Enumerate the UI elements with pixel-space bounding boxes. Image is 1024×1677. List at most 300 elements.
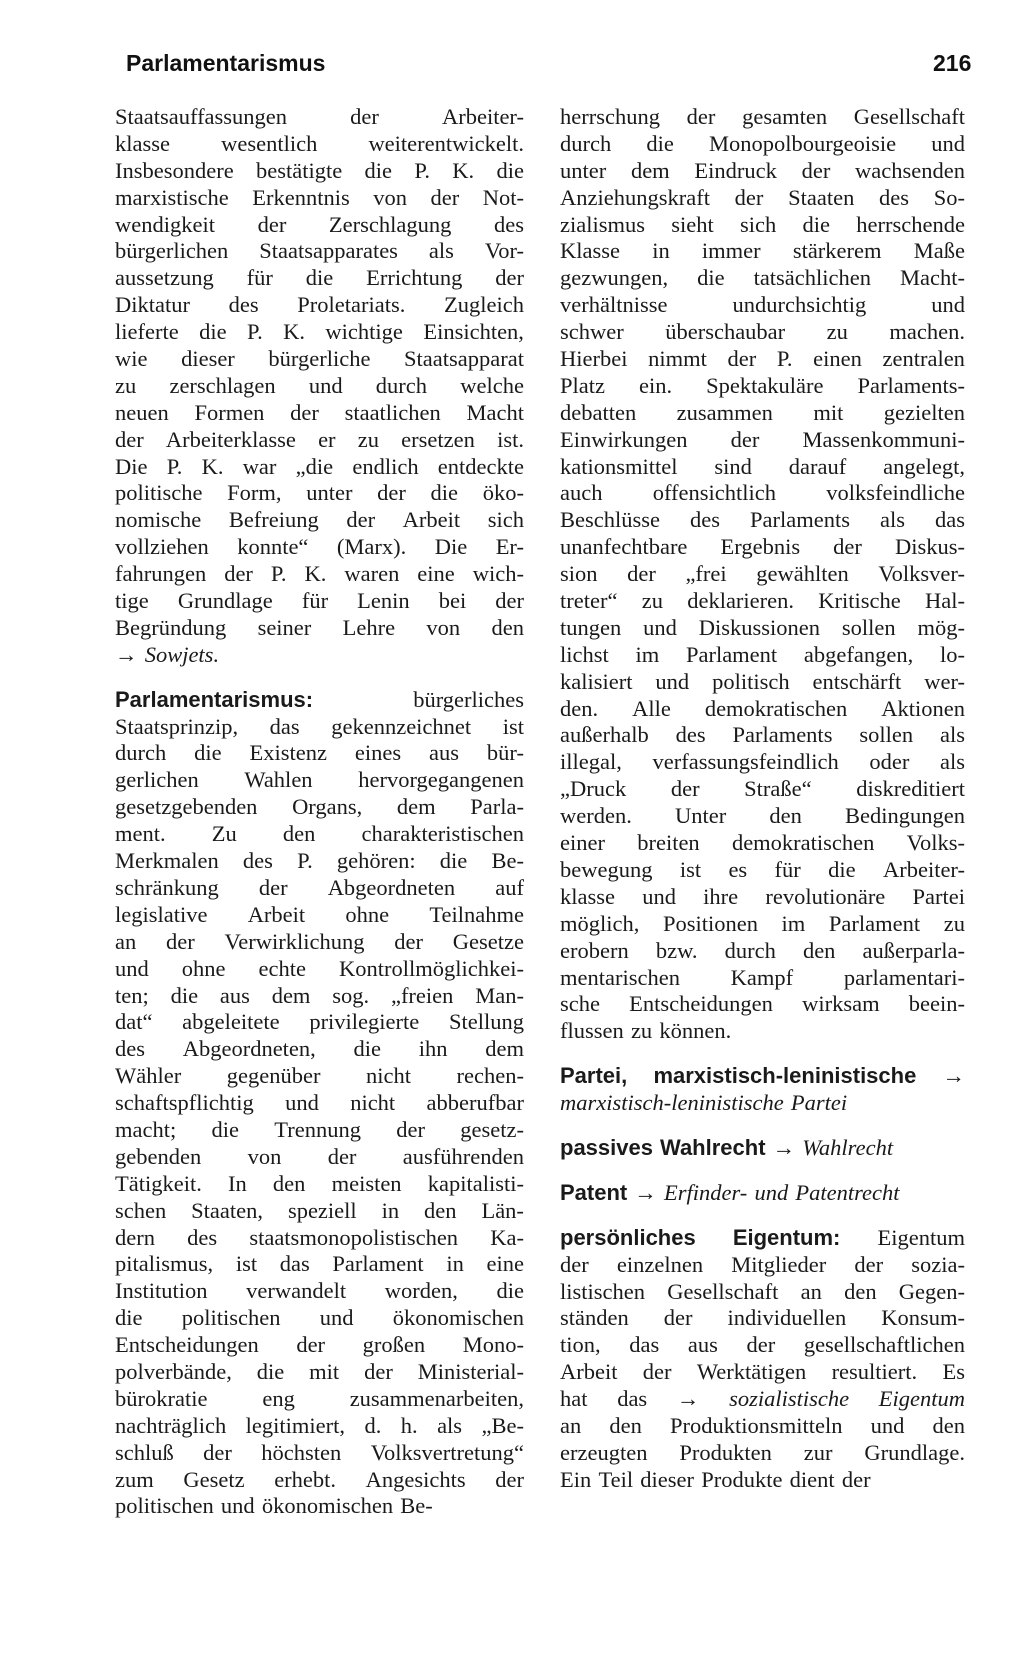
- entry-gap: [560, 1117, 965, 1135]
- word: tige: [115, 588, 149, 614]
- word: bewegung: [560, 856, 653, 882]
- word: So-: [933, 184, 965, 210]
- word: Ein: [560, 1466, 592, 1492]
- word: die: [353, 1036, 382, 1062]
- word: aus: [219, 982, 250, 1008]
- word: tatsächlichen: [753, 265, 872, 291]
- word: das: [617, 1386, 648, 1412]
- dictionary-entry: [115, 687, 524, 1521]
- word: nicht: [365, 1063, 411, 1089]
- word: bzw.: [655, 937, 698, 963]
- word: der: [430, 184, 460, 210]
- word: Be-: [400, 1493, 433, 1519]
- word: die: [115, 1305, 143, 1331]
- text-line: [115, 158, 524, 185]
- word: gesetz-: [460, 1116, 524, 1142]
- word: in: [446, 1251, 464, 1277]
- word: fahrungen: [115, 561, 207, 587]
- word: gebenden: [115, 1143, 202, 1169]
- word: Erkenntnis: [252, 184, 350, 210]
- word: verwandelt: [246, 1278, 347, 1304]
- text-line: [560, 373, 965, 400]
- word: Parlaments-: [857, 372, 965, 398]
- text-line: [115, 740, 524, 767]
- text-line: [560, 534, 965, 561]
- word: marxistische: [115, 184, 229, 210]
- word: eng: [262, 1385, 295, 1411]
- word: Volks-: [906, 830, 965, 856]
- word: und: [220, 1493, 255, 1519]
- word: ökonomischen: [261, 1493, 394, 1519]
- word: des: [675, 722, 706, 748]
- word: flussen: [560, 1018, 624, 1044]
- word: schluß: [115, 1439, 174, 1465]
- word: aus: [429, 740, 460, 766]
- word: Existenz: [249, 740, 327, 766]
- text-line: [115, 1413, 524, 1440]
- word: aus: [687, 1332, 718, 1358]
- word: der: [296, 1332, 326, 1358]
- word: Tätigkeit.: [115, 1170, 202, 1196]
- word: Er-: [495, 534, 524, 560]
- text-line: [560, 185, 965, 212]
- word: Macht: [466, 399, 524, 425]
- word: ohne: [345, 901, 390, 927]
- word: bürgerliche: [268, 346, 371, 372]
- arrow-icon: →: [634, 1179, 657, 1205]
- word: demokratischen: [731, 830, 875, 856]
- word: „die: [295, 453, 334, 479]
- word: Parlaments: [750, 507, 850, 533]
- word: Parlament: [685, 641, 778, 667]
- text-line: [115, 767, 524, 794]
- text-line: [115, 983, 524, 1010]
- word: die: [170, 982, 199, 1008]
- word: politische: [115, 480, 203, 506]
- word: dient: [789, 1466, 835, 1492]
- left-column: [115, 104, 524, 1520]
- word: abgeleitete: [182, 1009, 280, 1035]
- word: Die: [115, 453, 148, 479]
- word: Proletariats.: [297, 292, 406, 318]
- word: lichst: [560, 641, 609, 667]
- word: P.: [166, 453, 183, 479]
- word: der: [854, 1251, 884, 1277]
- word: im: [635, 641, 660, 667]
- entry-gap: [115, 669, 524, 687]
- word: dat“: [115, 1009, 153, 1035]
- word: Institution: [115, 1278, 208, 1304]
- word: ist: [679, 856, 702, 882]
- word: Arbeit: [560, 1359, 618, 1385]
- word: Parlament: [332, 1251, 424, 1277]
- text-line: [560, 938, 965, 965]
- word: Monopolbourgeoisie: [709, 130, 897, 156]
- word: herrschende: [856, 211, 965, 237]
- word: K.: [452, 157, 475, 183]
- word: Organs,: [292, 794, 363, 820]
- text-line: [560, 1305, 965, 1332]
- word: die: [802, 211, 830, 237]
- word: ihre: [703, 883, 739, 909]
- word: debatten: [560, 399, 637, 425]
- word: des: [879, 184, 910, 210]
- word: der: [670, 776, 700, 802]
- word: speziell: [287, 1197, 357, 1223]
- cross-reference[interactable]: Erfinder-: [663, 1179, 748, 1205]
- text-line: [115, 1225, 524, 1252]
- word: polverbände,: [115, 1358, 232, 1384]
- text-line: [115, 346, 524, 373]
- word: sollen: [859, 722, 914, 748]
- word: Zu: [211, 821, 237, 847]
- word: Platz: [560, 372, 605, 398]
- text-line: [560, 722, 965, 749]
- word: die: [199, 319, 227, 345]
- word: können.: [659, 1018, 732, 1044]
- word: Vor-: [484, 238, 524, 264]
- word: deklarieren.: [687, 588, 795, 614]
- word: eine: [417, 561, 455, 587]
- text-line: [115, 875, 524, 902]
- word: Formen: [194, 399, 265, 425]
- word: ment.: [115, 821, 166, 847]
- word: den: [769, 803, 802, 829]
- word: parlamentari-: [843, 964, 965, 990]
- text-line: [115, 1251, 524, 1278]
- headword: Partei,: [560, 1063, 628, 1089]
- word: Diskussionen: [698, 614, 820, 640]
- word: den: [932, 1412, 965, 1438]
- word: und: [285, 1090, 319, 1116]
- word: Arbeit: [247, 901, 306, 927]
- word: Massenkommuni-: [802, 426, 965, 452]
- word: bürgerliches: [413, 686, 524, 712]
- text-line: [115, 1117, 524, 1144]
- word: Parla-: [470, 794, 524, 820]
- text-line: [560, 803, 965, 830]
- word: gekennzeichnet: [331, 713, 472, 739]
- word: Staatsprinzip,: [115, 713, 239, 739]
- word: wer-: [924, 668, 965, 694]
- text-line: [560, 830, 965, 857]
- word: zerschlagen: [169, 372, 276, 398]
- word: einer: [560, 830, 605, 856]
- word: ständen: [560, 1305, 629, 1331]
- word: listischen: [560, 1278, 645, 1304]
- text-line: [115, 642, 524, 669]
- text-line: [560, 158, 965, 185]
- word: ersetzen: [401, 426, 475, 452]
- cross-reference[interactable]: und: [754, 1179, 789, 1205]
- word: „Be-: [481, 1412, 524, 1438]
- word: die: [211, 1116, 240, 1142]
- word: P.: [297, 848, 313, 874]
- word: schaftspflichtig: [115, 1090, 254, 1116]
- word: unanfechtbare: [560, 534, 688, 560]
- word: Hal-: [925, 588, 965, 614]
- word: darauf: [788, 453, 847, 479]
- word: sche: [560, 991, 600, 1017]
- word: höchsten: [261, 1439, 342, 1465]
- word: dem: [485, 1036, 524, 1062]
- word: Unter: [674, 803, 727, 829]
- word: sollen: [841, 614, 896, 640]
- cross-reference[interactable]: Partei: [790, 1090, 848, 1116]
- word: Eigentum: [877, 1224, 965, 1250]
- word: der: [377, 480, 406, 506]
- headword: persönliches: [560, 1224, 696, 1250]
- word: und: [115, 955, 149, 981]
- word: kalisiert: [560, 668, 633, 694]
- word: Befreiung: [228, 507, 319, 533]
- text-line: [560, 965, 965, 992]
- word: klasse: [560, 883, 615, 909]
- word: der: [394, 928, 423, 954]
- word: Insbesondere: [115, 157, 234, 183]
- text-line: [115, 1467, 524, 1494]
- word: Staaten,: [191, 1197, 264, 1223]
- word: hat: [560, 1386, 588, 1412]
- word: der: [115, 426, 144, 452]
- text-line: [560, 212, 965, 239]
- word: als: [879, 507, 905, 533]
- word: worden,: [384, 1278, 458, 1304]
- word: sog.: [332, 982, 370, 1008]
- word: endlich: [352, 453, 419, 479]
- text-line: [560, 1467, 965, 1494]
- word: Abgeordneten: [327, 874, 456, 900]
- text-line: [115, 821, 524, 848]
- word: Begründung: [115, 614, 227, 640]
- word: diskreditiert: [856, 776, 965, 802]
- word: und: [931, 130, 965, 156]
- word: breiten: [637, 830, 700, 856]
- word: politisch: [712, 668, 790, 694]
- entry-gap: [560, 1162, 965, 1180]
- word: „freien: [390, 982, 454, 1008]
- word: Ministerial-: [417, 1358, 524, 1384]
- word: zu: [826, 319, 848, 345]
- text-line: [115, 714, 524, 741]
- word: den: [609, 1412, 642, 1438]
- word: d.: [364, 1412, 382, 1438]
- dictionary-entry: [560, 1063, 965, 1117]
- cross-reference[interactable]: Sowjets.: [144, 641, 220, 667]
- word: überschaubar: [665, 319, 786, 345]
- word: Errichtung: [366, 265, 463, 291]
- word: Macht-: [900, 265, 965, 291]
- word: P.: [270, 561, 287, 587]
- text-line: [115, 956, 524, 983]
- word: ohne: [181, 955, 226, 981]
- word: tion,: [560, 1332, 601, 1358]
- word: Arbeiter-: [441, 104, 524, 129]
- cross-reference[interactable]: Patentrecht: [795, 1179, 900, 1205]
- word: durch: [375, 372, 428, 398]
- word: Parlament: [828, 910, 921, 936]
- word: die: [194, 740, 222, 766]
- entry-gap: [560, 1207, 965, 1225]
- cross-reference[interactable]: Eigentum: [878, 1386, 965, 1412]
- word: das: [279, 1251, 310, 1277]
- word: des: [228, 292, 259, 318]
- word: Beschlüsse: [560, 507, 660, 533]
- text-line: [115, 1009, 524, 1036]
- word: die: [828, 856, 856, 882]
- word: bürgerlichen: [115, 238, 229, 264]
- word: Einwirkungen: [560, 426, 688, 452]
- word: in: [381, 1197, 400, 1223]
- word: an: [560, 1412, 582, 1438]
- word: durch: [560, 130, 612, 156]
- word: Lenin: [357, 588, 410, 614]
- word: ein.: [638, 372, 673, 398]
- word: Ka-: [490, 1224, 524, 1250]
- word: die: [697, 265, 725, 291]
- word: neuen: [115, 399, 169, 425]
- word: erzeugten: [560, 1439, 648, 1465]
- word: Wahlen: [244, 767, 313, 793]
- word: der: [734, 184, 764, 210]
- text-line: [115, 400, 524, 427]
- cross-reference[interactable]: sozialistische: [729, 1386, 850, 1412]
- text-line: [560, 238, 965, 265]
- word: h.: [400, 1412, 418, 1438]
- word: von: [426, 614, 461, 640]
- word: Volksver-: [878, 561, 965, 587]
- word: schen: [115, 1197, 167, 1223]
- word: eine: [486, 1251, 524, 1277]
- word: sich: [487, 507, 524, 533]
- word: treter“: [560, 588, 618, 614]
- word: (Marx).: [336, 534, 407, 560]
- word: legislative: [115, 901, 208, 927]
- word: Spektakuläre: [706, 372, 824, 398]
- word: ausführenden: [402, 1143, 524, 1169]
- word: dieser: [181, 346, 235, 372]
- word: des: [187, 1224, 218, 1250]
- word: der: [495, 265, 524, 291]
- text-line: [115, 131, 524, 158]
- text-line: [560, 104, 965, 131]
- word: dieser: [640, 1466, 695, 1492]
- word: Positionen: [662, 910, 758, 936]
- word: wirksam: [802, 991, 880, 1017]
- word: echte: [258, 955, 306, 981]
- word: Kampf: [730, 964, 794, 990]
- word: der: [290, 399, 319, 425]
- word: gerlichen: [115, 767, 199, 793]
- word: und: [308, 372, 343, 398]
- word: nicht: [350, 1090, 396, 1116]
- text-line: [115, 1198, 524, 1225]
- arrow-icon: →: [115, 641, 138, 667]
- text-line: [115, 238, 524, 265]
- word: mit: [309, 1358, 340, 1384]
- word: Teilnahme: [429, 901, 524, 927]
- text-line: [115, 1063, 524, 1090]
- text-line: [560, 265, 965, 292]
- word: dern: [115, 1224, 155, 1250]
- word: an: [115, 928, 137, 954]
- word: Form,: [227, 480, 282, 506]
- text-line: [115, 480, 524, 507]
- word: Gesellschaft: [667, 1278, 779, 1304]
- word: Gegen-: [898, 1278, 965, 1304]
- word: zu: [115, 372, 137, 398]
- dictionary-entry: [560, 1225, 965, 1494]
- text-line: [560, 454, 965, 481]
- word: Straße“: [744, 776, 812, 802]
- word: aussetzung: [115, 265, 214, 291]
- word: werden.: [560, 803, 632, 829]
- text-line: [560, 292, 965, 319]
- word: und: [870, 1412, 905, 1438]
- word: außerparla-: [862, 937, 965, 963]
- text-line: [560, 1413, 965, 1440]
- word: der: [495, 588, 524, 614]
- word: dem: [396, 794, 436, 820]
- word: Staatsapparates: [259, 238, 398, 264]
- word: nachträglich: [115, 1412, 227, 1438]
- word: offensichtlich: [652, 480, 777, 506]
- text-line: [115, 1332, 524, 1359]
- word: Werktätigen: [696, 1359, 807, 1385]
- text-line: [115, 1144, 524, 1171]
- word: die: [646, 130, 674, 156]
- word: bür-: [486, 740, 524, 766]
- word: Mitglieder: [731, 1251, 827, 1277]
- word: er: [318, 426, 336, 452]
- word: dem: [630, 157, 670, 183]
- word: und: [643, 614, 677, 640]
- word: von: [373, 184, 407, 210]
- word: das: [269, 713, 300, 739]
- word: staatsmonopolistischen: [249, 1224, 459, 1250]
- word: bestätigte: [256, 157, 343, 183]
- word: Gesetze: [452, 928, 524, 954]
- text-line: [115, 319, 524, 346]
- word: Konsum-: [881, 1305, 965, 1331]
- word: Arbeiter-: [882, 856, 965, 882]
- text-line: [115, 794, 524, 821]
- word: den: [424, 1197, 457, 1223]
- text-line: [115, 929, 524, 956]
- word: seiner: [257, 614, 312, 640]
- cross-reference[interactable]: Wahlrecht: [802, 1134, 894, 1160]
- cross-reference[interactable]: marxistisch-leninistische: [560, 1090, 784, 1116]
- word: Die: [434, 534, 468, 560]
- word: individuellen: [727, 1305, 847, 1331]
- word: Parlaments: [732, 722, 833, 748]
- word: Grundlage.: [864, 1439, 965, 1465]
- word: ist: [235, 1251, 258, 1277]
- word: Staaten: [788, 184, 855, 210]
- word: machen.: [889, 319, 965, 345]
- word: K.: [201, 453, 224, 479]
- word: kationsmittel: [560, 453, 678, 479]
- headword: Eigentum:: [732, 1224, 841, 1250]
- word: es: [728, 856, 748, 882]
- word: sich: [740, 211, 777, 237]
- word: der: [642, 1359, 672, 1385]
- word: von: [247, 1143, 282, 1169]
- word: den: [802, 937, 836, 963]
- word: gegenüber: [226, 1063, 321, 1089]
- word: „Druck: [560, 776, 627, 802]
- word: politischen: [181, 1305, 281, 1331]
